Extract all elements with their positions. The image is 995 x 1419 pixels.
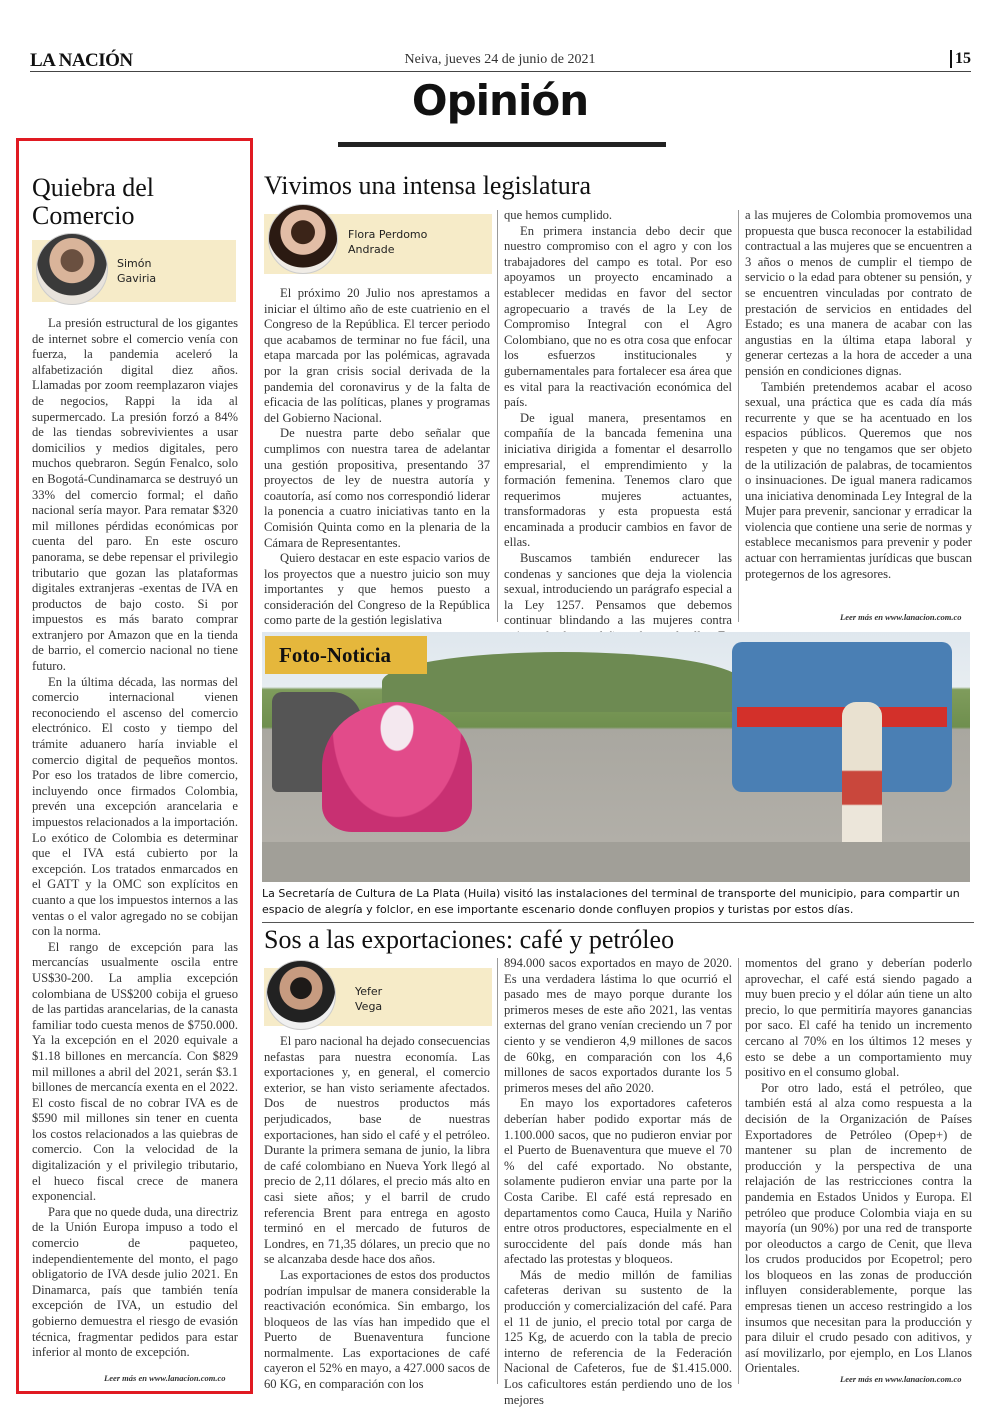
section-title: Opinión xyxy=(411,76,589,125)
author-first-name: Flora Perdomo xyxy=(348,228,428,241)
author-name-gaviria[interactable] xyxy=(117,256,156,286)
section-divider xyxy=(262,922,974,923)
page-date: Neiva, jueves 24 de junio de 2021 xyxy=(404,52,596,67)
read-more-link[interactable]: Leer más en www.lanacion.com.co xyxy=(840,1374,962,1384)
paragraph: La presión estructural de los gigantes de internet sobre el comercio venía con fuerza, la pandemia aceleró la alfabetización digital diez años. Llamadas por zoom reemplazaron viajes de negocios, Rappi la ida al supermercado. La presión forzó a 84% de las tiendas sobrevivientes a usar domicilios y medios digitales, pero muchos quebraron. Según Fenalco, solo en Bogotá-Cundinamarca se destruyó un 33% del comercio formal; el daño nacional sería mayor. Para rematar $320 mil millones pérdidas económicas por cuenta del paro. En este oscuro panorama, se debe repensar el privilegio tributario que gozan las plataformas digitales extranjeras -exentas de IVA en productos de bajo costo. Si por impuestos es más barato comprar extranjero por Amazon que en la tienda de barrio, el comercio nacional no tiene futuro. xyxy=(32,316,238,674)
section-underline xyxy=(338,142,666,147)
column-divider xyxy=(738,958,739,1384)
read-more-link[interactable]: Leer más en www.lanacion.com.co xyxy=(104,1373,226,1383)
photo-hill xyxy=(382,652,742,712)
article-col-1-exportaciones xyxy=(264,1034,490,1392)
paragraph: En mayo los exportadores cafeteros deberían haber podido exportar más de 1.100.000 sacos, que no pudieron enviar por el Puerto de Buenaventura que mueve el 70 % del café exportado. No obstante, solamente pudieron enviar una parte por la Costa Caribe. El café está represado en departamentos como Cauca, Huila y Nariño entre otros productores, especialmente en el suroccidente del país donde más han afectado las protestas y bloqueos. xyxy=(504,1096,732,1267)
article-col-2-legislatura xyxy=(504,208,732,628)
author-last-name: Gaviria xyxy=(117,272,157,285)
paragraph: De igual manera, presentamos en compañía de la bancada femenina una iniciativa dirigida a fomentar el desarrollo empresarial, el emprendimiento y la formación femenina. Tenemos claro que requerimos mujeres actuantes, transformadoras y esta propuesta está encaminada a producir cambios en favor de ellas. xyxy=(504,410,732,550)
article-col-3-exportaciones xyxy=(745,956,972,1376)
photo-caption: La Secretaría de Cultura de La Plata (Huila) visitó las instalaciones del terminal de transporte del municipio, para compartir un espacio de alegría y folclor, en ese importante escenario donde confluyen propios y turistas por estos días. xyxy=(262,887,960,916)
paragraph-continued: a las mujeres de Colombia promovemos una propuesta que busca reconocer la estabilidad contractual a las mujeres que se encuentren a 3 años o menos de cumplir el tiempo de servicio o la edad para obtener su pensión, y se encuentren vinculadas por contrato de prestación de servicios en entidades del Estado; es una manera de acabar con las angustias en la última etapa laboral y generar certezas a la hora de acceder a una pensión en condiciones dignas. xyxy=(745,208,972,378)
column-divider xyxy=(497,958,498,1384)
masthead-logo: LA NACIÓN xyxy=(30,50,133,71)
paragraph-continued: 894.000 sacos exportados en mayo de 2020. Es una verdadera lástima lo que ocurrió el pasado mes de mayo porque durante los primeros meses de este año 2021, las ventas externas del grano venían creciendo un 7 por ciento y se vendieron 4,9 millones de sacos de 60kg, en comparación con los 4,6 millones de sacos exportados durante los 5 primeros meses del año 2020. xyxy=(504,956,732,1095)
author-first-name: Yefer xyxy=(355,985,383,998)
paragraph: El próximo 20 Julio nos aprestamos a iniciar el último año de este cuatrienio en el Congreso de la República. El tercer periodo que acabamos de terminar no fue fácil, una etapa marcada por las polémicas, agravada por la gran crisis social derivada de la pandemia del coronavirus y de la falta de eficacia de las políticas, planes y programas del Gobierno Nacional. xyxy=(264,286,490,425)
read-more-link[interactable]: Leer más en www.lanacion.com.co xyxy=(840,612,962,622)
paragraph: En primera instancia debo decir que nuestro compromiso con el agro y con los trabajadores del campo es total. Por eso apoyamos un proyecto encaminado a establecer medidas en favor del sector agropecuario a través de la Ley de Compromiso Integral con el Agro Colombiano, que no es otra cosa que enfocar los esfuerzos institucionales y gubernamentales para fortalecer esa área que es vital para la reactivación económica del país. xyxy=(504,223,732,410)
paragraph: Para que no quede duda, una directriz de la Unión Europa impuso a todo el comercio de paqueteo, independientemente del monto, el pago obligatorio de IVA desde julio 2021. En Dinamarca, país que también tenía excepción de IVA, un estudio del gobierno demuestra el riesgo de evasión técnica, fragmentar pedidos para estar inferior al monto de excepción. xyxy=(32,1204,238,1360)
author-first-name: Simón xyxy=(117,257,152,270)
photo-road xyxy=(262,842,970,882)
article-body-quiebra xyxy=(32,316,238,1368)
author-photo-perdomo xyxy=(268,204,338,274)
paragraph-continued: momentos del grano y deberían poderlo aprovechar, el café está siendo pagado a muy buen precio y el dólar aún tiene un alto precio, lo que permitiría mayores ganancias por saco. El café ha tenido un incremento cercano al 70% en los últimos 12 meses y esto se debe a un comportamiento muy positivo en el consumo global. xyxy=(745,956,972,1080)
author-photo-vega xyxy=(266,960,336,1030)
article-col-1-legislatura xyxy=(264,286,490,628)
paragraph: Por otro lado, está el petróleo, que también está al alza como respuesta a la decisión de la Organización de Países Exportadores de Petróleo (Opep+) de mantener su plan de incremento de producción y la perspectiva de una relajación de las restricciones contra la pandemia en Estados Unidos y Europa. El petróleo que produce Colombia viaja en su mayoría (un 90%) por una red de transporte por oleoductos a cargo de Cenit, que lleva los crudos producidos por Ecopetrol; pero los bloqueos en las zonas de producción influyen considerablemente, porque las empresas tienen un acceso restringido a los insumos que necesitan para la producción y para diluir el crudo pesado con aditivos, y así movilizarlo, por ejemplo, en Los Llanos Orientales. xyxy=(745,1080,972,1376)
column-divider xyxy=(497,210,498,622)
article-title-legislatura[interactable]: Vivimos una intensa legislatura xyxy=(264,171,591,200)
title-line: Quiebra del xyxy=(32,173,155,202)
article-col-2-exportaciones xyxy=(504,956,732,1407)
header-divider xyxy=(30,71,971,72)
page-number: 15 xyxy=(950,50,971,68)
paragraph: El rango de excepción para las mercancías usualmente oscila entre US$30-200. La amplia excepción colombiana de US$200 cobija el grueso de las partidas arancelarias, de la canasta familiar todo cuesta menos de $750.000. Ya la excepción en el 2020 equivale a $1.18 billones en mercancía. Con $829 mil millones a abril del 2021, serán $3.1 billones de mercancía exenta en el 2022. El costo fiscal de no cobrar IVA es de $590 mil millones sin tener en cuenta los costos relacionados a las quiebras de comercio. Con la velocidad de la digitalización y el privilegio tributario, el hueco fiscal crece de manera exponencial. xyxy=(32,939,238,1204)
paragraph: Las exportaciones de estos dos productos podrían impulsar de manera considerable la reactivación económica. Sin embargo, los bloqueos de las vías han impedido que el Puerto de Buenaventura funcione normalmente. Las exportaciones de café cayeron el 52% en mayo, a 427.000 sacos de 60 KG, en comparación con los xyxy=(264,1267,490,1392)
paragraph: El paro nacional ha dejado consecuencias nefastas para nuestra economía. Las exportaciones y, en general, el comercio exterior, se han visto seriamente afectados. Dos de nuestros productos más perjudicados, base de nuestras exportaciones, han sido el café y el petróleo. Durante la primera semana de junio, la libra de café colombiano en Nueva York llegó al precio de 2,11 dólares, el precio más alto en casi siete años; y el barril de crudo referencia Brent para entrega en agosto terminó en el mercado de futuros de Londres, en 71,35 dólares, un precio que no se alcanzaba desde hace dos años. xyxy=(264,1034,490,1267)
author-last-name: Vega xyxy=(355,1000,383,1013)
author-photo-gaviria xyxy=(36,233,108,305)
article-title-quiebra[interactable] xyxy=(32,174,242,230)
article-col-3-legislatura xyxy=(745,208,972,608)
paragraph: Buscamos también endurecer las condenas y sanciones que deja la violencia sexual, introduciendo un parágrafo especial a la Ley 1257. Pensamos que debemos continuar blindando a las mujeres contra xyxy=(504,551,732,628)
article-title-exportaciones[interactable]: Sos a las exportaciones: café y petróleo xyxy=(264,925,675,954)
column-divider xyxy=(738,210,739,622)
paragraph-continued: que hemos cumplido. xyxy=(504,208,613,222)
author-name-perdomo[interactable] xyxy=(348,227,427,257)
foto-noticia-label: Foto-Noticia xyxy=(265,636,427,674)
author-name-vega[interactable] xyxy=(355,984,382,1014)
paragraph: En la última década, las normas del comercio internacional vienen reconociendo el ascenso del comercio electrónico. El costo y tiempo del trámite aduanero haría inviable el comercio digital de pequeños montos. Por eso los tratados de libre comercio, incluyendo once firmados Colombia, prevén una excepción arancelaria e impuestos relacionados a la importación. Lo exótico de Colombia es determinar que el IVA está cubierto por la excepción. Los tratados enmarcados en el GATT y la OMC son explícitos en cuanto a que los impuestos internos a las ventas o el valor agregado no se cobijan con la norma. xyxy=(32,674,238,939)
photo-dancer xyxy=(322,702,472,832)
author-last-name: Andrade xyxy=(348,243,395,256)
paragraph: También pretendemos acabar el acoso sexual, una práctica que es cada día más recurrente y que se ha acentuado en los espacios públicos. Queremos que nos respeten y que no tengamos que ser objeto de la utilización de palabras, de tocamientos o insinuaciones. De igual manera radicamos una iniciativa denominada Ley Integral de la Mujer para prevenir, sancionar y erradicar la violencia que contiene una serie de normas y establece mecanismos para prevenir y poder actuar con herramientas jurídicas que buscan protegernos de los agresores. xyxy=(745,379,972,581)
paragraph: Más de medio millón de familias cafeteras derivan su sustento de la producción y comercialización del café. Para el 11 de junio, el precio total por carga de 125 Kg, de acuerdo con la tabla de precio interno de referencia de la Federación Nacional de Cafeteros, fue de $1.415.000. Los caficultores están perdiendo uno de los mejores xyxy=(504,1267,732,1407)
paragraph: Quiero destacar en este espacio varios de los proyectos que a nuestro juicio son muy importantes y que hemos puesto a consideración del Congreso de la República como parte de la gestión legislativa xyxy=(264,551,490,628)
paragraph: De nuestra parte debo señalar que cumplimos con nuestra tarea de adelantar una gestión propositiva, presentando 37 proyectos de ley de nuestra autoría y coautoría, así como nos correspondió liderar la ponencia a cuatro iniciativas tanto en la Comisión Quinta como en la plenaria de la Cámara de Representantes. xyxy=(264,426,490,550)
title-line: Comercio xyxy=(32,201,135,230)
